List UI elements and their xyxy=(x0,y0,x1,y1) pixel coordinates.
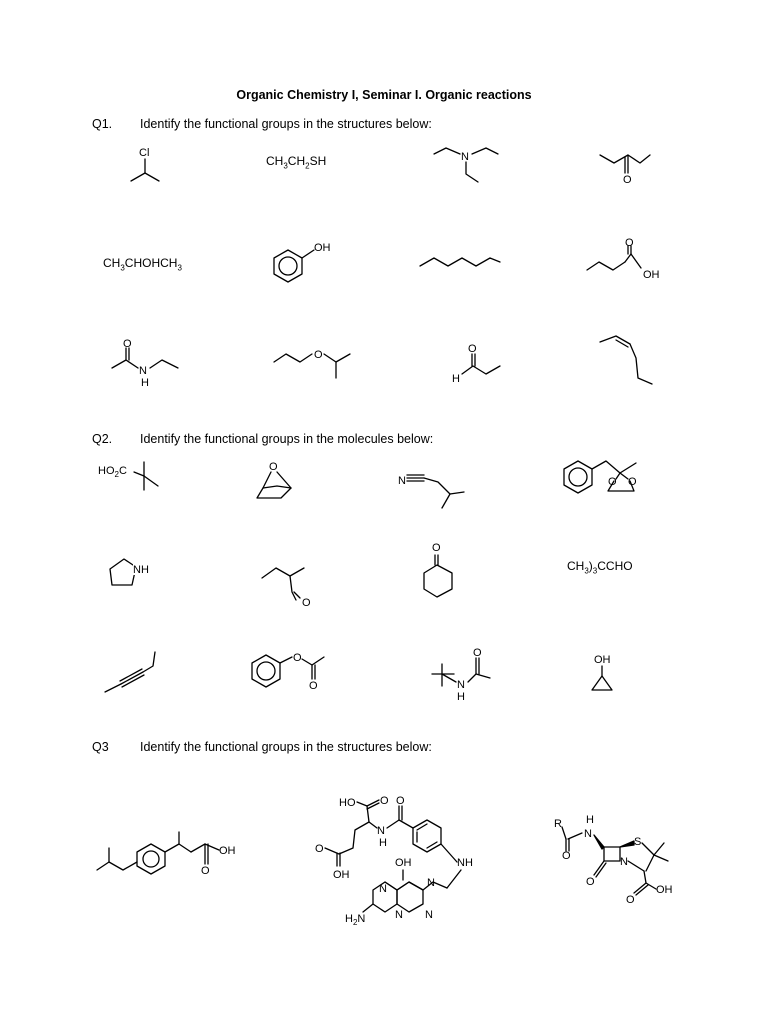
atom-label: N xyxy=(398,475,406,487)
structure-cyclopropanol xyxy=(588,652,623,697)
atom-label: N xyxy=(377,825,385,837)
atom-label: O xyxy=(562,850,571,862)
structure-phenol xyxy=(268,240,338,285)
atom-label: H xyxy=(379,837,387,849)
atom-label: O xyxy=(626,894,635,906)
structure-alkyne xyxy=(103,650,163,695)
atom-label: O xyxy=(625,237,634,249)
atom-label: H xyxy=(141,377,149,389)
structure-butanoic-acid xyxy=(585,237,665,285)
atom-label: O xyxy=(293,652,302,664)
question-text-1: Identify the functional groups in the structures below: xyxy=(140,117,432,131)
atom-label: N xyxy=(427,877,435,889)
question-number-3: Q3 xyxy=(92,740,109,754)
structure-n-ethylacetamide xyxy=(108,340,183,395)
question-number-2: Q2. xyxy=(92,432,113,446)
atom-label: Cl xyxy=(139,147,150,159)
structure-pyrrolidine xyxy=(102,555,152,595)
atom-label: O xyxy=(586,876,595,888)
structure-propanal xyxy=(450,342,510,387)
atom-label: O xyxy=(269,461,278,473)
structure-propyl-isopropyl-ether xyxy=(272,340,362,385)
atom-label: OH xyxy=(594,654,611,666)
question-text-2: Identify the functional groups in the molecules below: xyxy=(140,432,434,446)
atom-label: O xyxy=(380,795,389,807)
atom-label: O xyxy=(396,795,405,807)
atom-label: O xyxy=(315,843,324,855)
atom-label: OH xyxy=(395,857,412,869)
structure-cyclohexanone xyxy=(420,543,470,603)
question-text-3: Identify the functional groups in the structures below: xyxy=(140,740,432,754)
atom-label: O xyxy=(432,542,441,554)
atom-label: OH xyxy=(643,269,660,281)
atom-label: N xyxy=(395,909,403,921)
atom-label: OH xyxy=(656,884,673,896)
formula-ethanethiol: $CH_3CH_2SH$ xyxy=(266,154,327,171)
structure-nitrile xyxy=(396,470,476,515)
structure-folic-acid xyxy=(305,790,485,925)
atom-label: S xyxy=(634,836,642,848)
atom-label: N xyxy=(379,883,387,895)
atom-label: O xyxy=(302,597,311,609)
atom-label: O xyxy=(468,343,477,355)
atom-label: N xyxy=(620,856,628,868)
atom-label: OH xyxy=(333,869,350,881)
atom-label: O xyxy=(628,476,637,488)
atom-label: O xyxy=(314,349,323,361)
atom-label: HO xyxy=(339,797,356,809)
structure-cis-alkene xyxy=(598,332,658,392)
structure-triethylamine xyxy=(432,140,502,185)
atom-label: O xyxy=(201,865,210,877)
structure-methylbutanal xyxy=(260,560,320,610)
formula-isopropanol: $CH_3CHOHCH_3$ xyxy=(103,256,182,273)
atom-label: O xyxy=(623,174,632,186)
structure-benzyl-acetal xyxy=(560,455,655,500)
atom-label: O xyxy=(123,338,132,350)
atom-label: H xyxy=(586,814,594,826)
atom-label: $HO_2C$ xyxy=(98,465,127,479)
atom-label: N xyxy=(139,365,147,377)
structure-ibuprofen xyxy=(95,830,245,890)
question-number-1: Q1. xyxy=(92,117,113,131)
atom-label: $H_2N$ xyxy=(345,913,366,927)
atom-label: N xyxy=(584,828,592,840)
atom-label: N xyxy=(457,679,465,691)
atom-label: N xyxy=(461,151,469,163)
atom-label: O xyxy=(473,647,482,659)
structure-penicillin xyxy=(550,805,685,905)
atom-label: OH xyxy=(219,845,236,857)
atom-label: R xyxy=(554,818,562,830)
page-title: Organic Chemistry I, Seminar I. Organic reactions xyxy=(236,88,532,102)
structure-oxanorbornane xyxy=(255,460,305,505)
atom-label: NH xyxy=(457,857,473,869)
structure-pivalic-acid xyxy=(98,458,168,498)
atom-label: O xyxy=(608,476,617,488)
atom-label: OH xyxy=(314,242,331,254)
structure-butanone xyxy=(598,145,653,185)
formula-pivalaldehyde: $CH_3)_3CCHO$ xyxy=(567,559,633,576)
atom-label: N xyxy=(425,909,433,921)
atom-label: NH xyxy=(133,564,149,576)
atom-label: H xyxy=(457,691,465,703)
structure-n-tert-butylacetamide xyxy=(428,648,498,708)
structure-2-chloropropane xyxy=(125,145,165,190)
structure-hexane xyxy=(418,250,503,275)
structure-phenyl-acetate xyxy=(248,645,338,695)
atom-label: H xyxy=(452,373,460,385)
atom-label: O xyxy=(309,680,318,692)
